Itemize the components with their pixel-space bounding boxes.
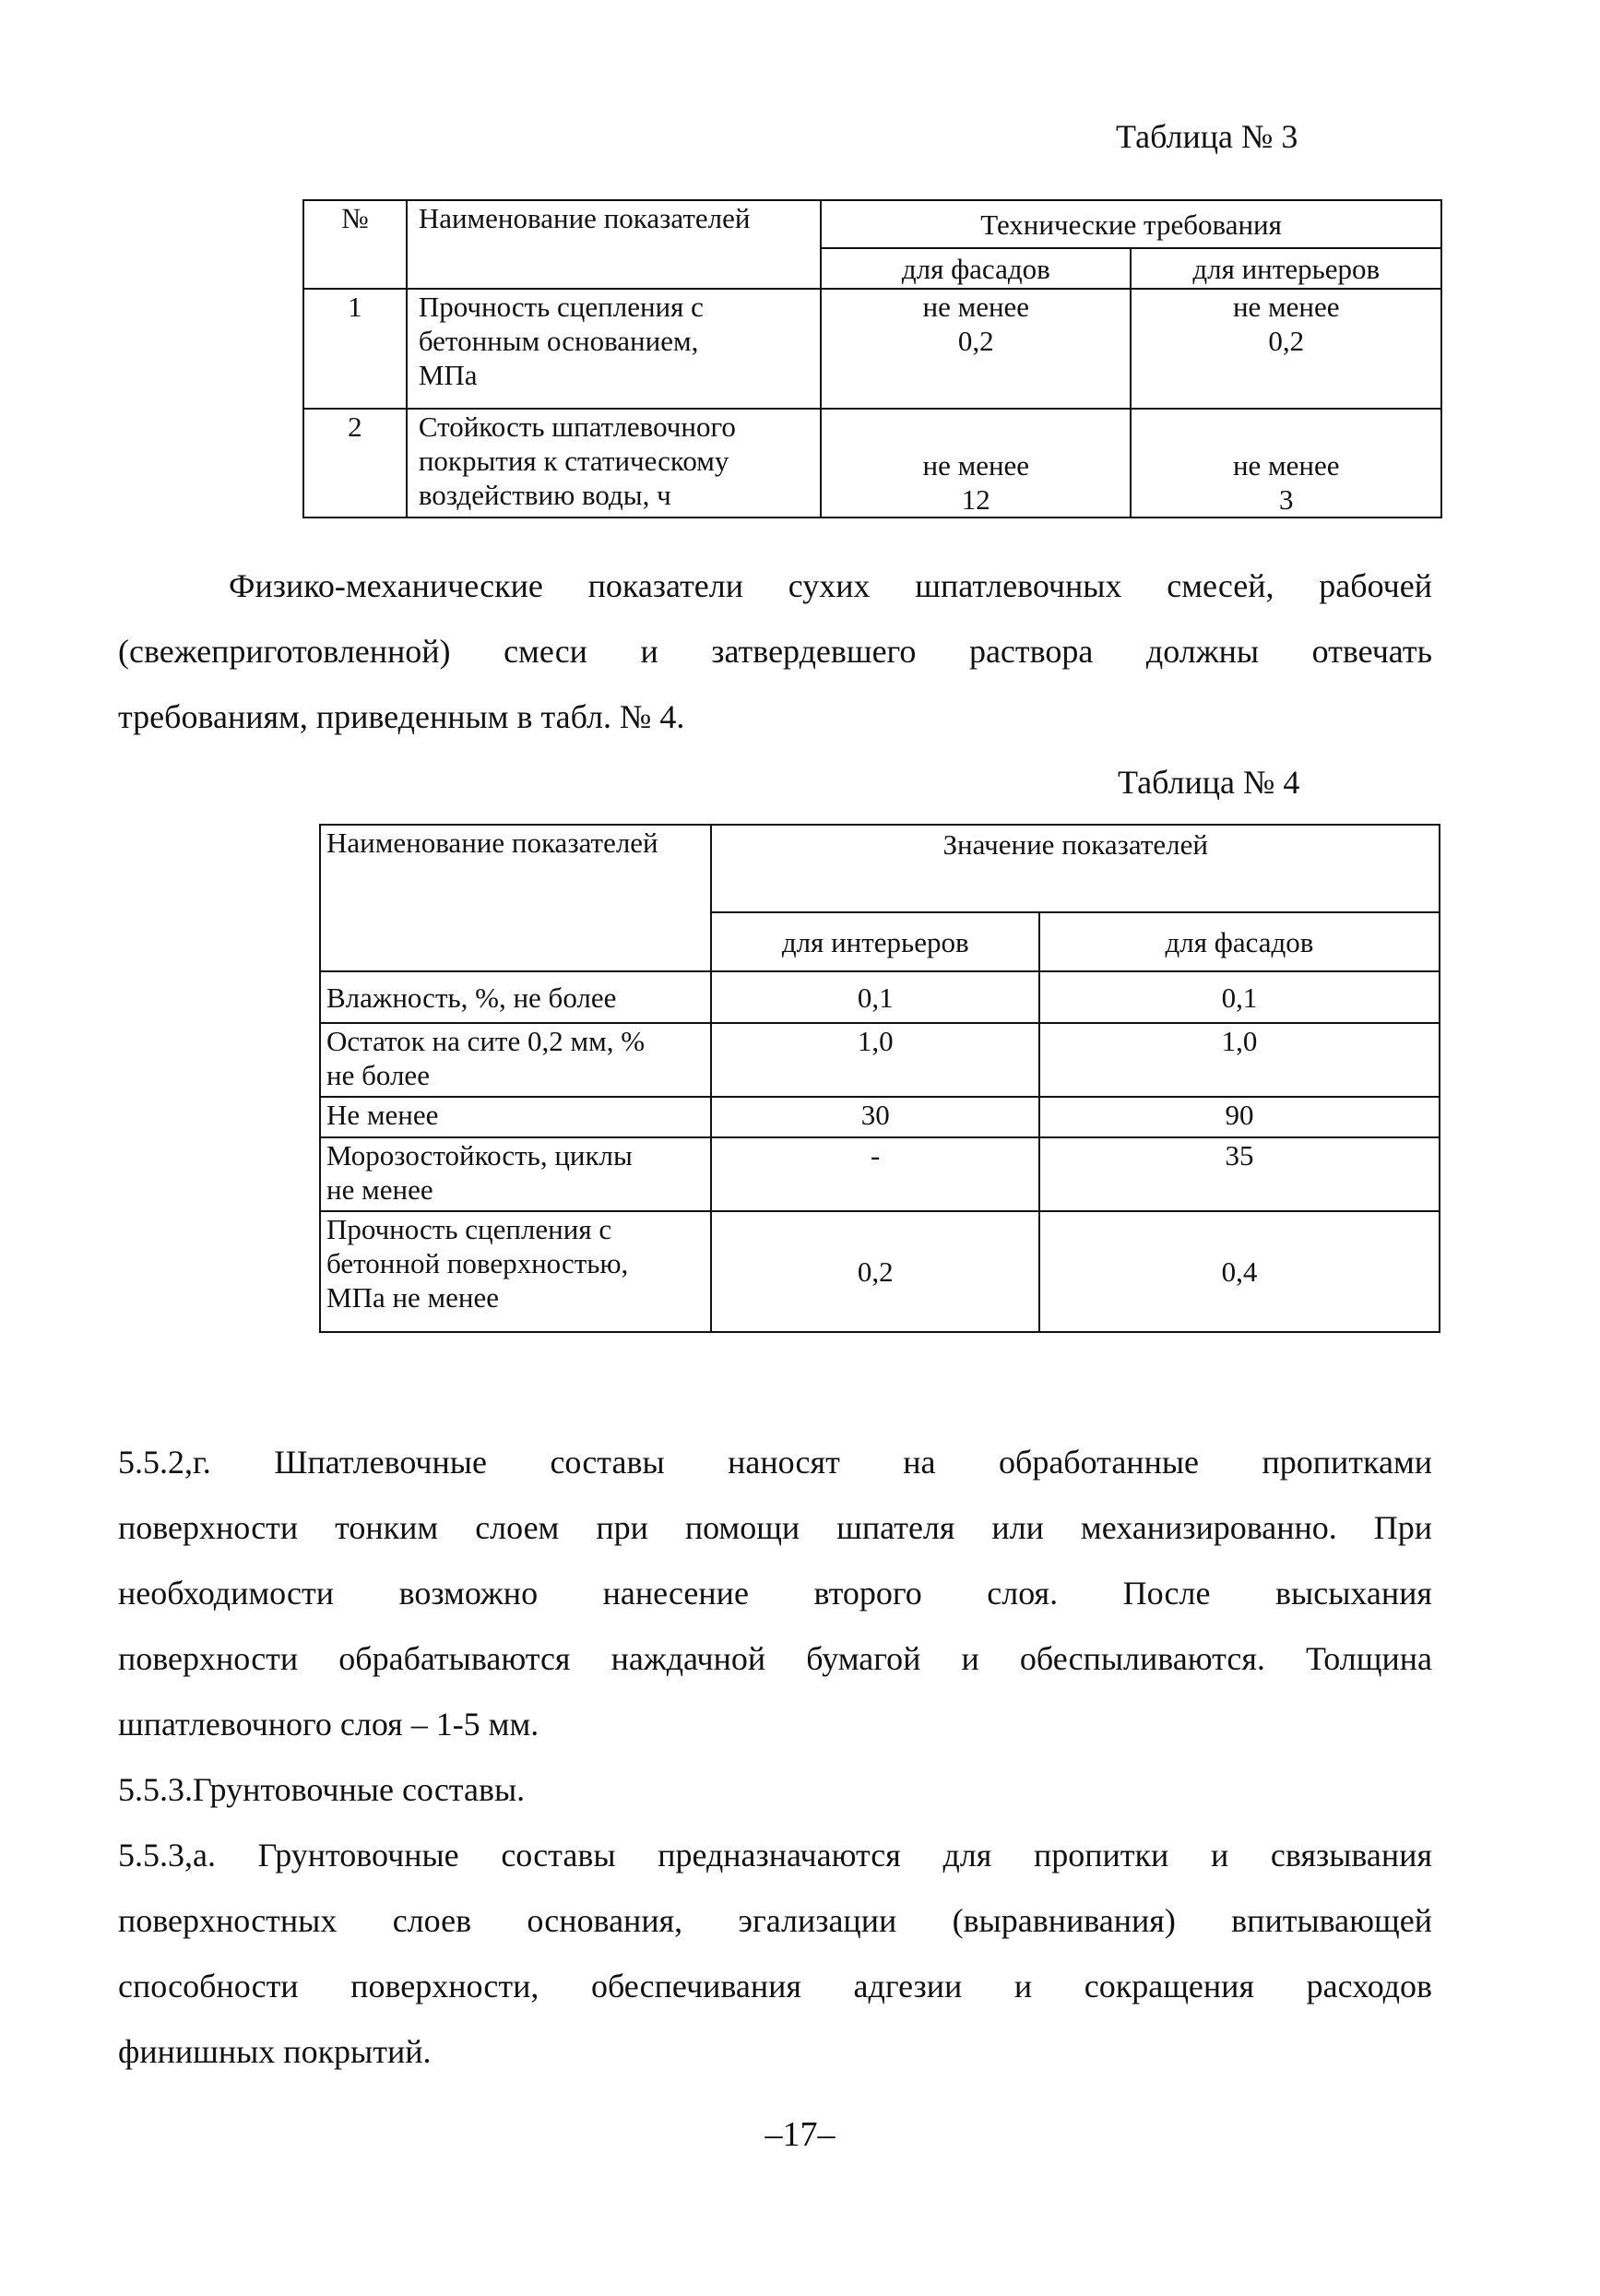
t3-cell-facades: не менее 0,2 — [821, 289, 1131, 409]
table-row — [320, 1023, 1440, 1097]
t4-header-name: Наименование показателей — [320, 825, 711, 971]
t4-cell-name: Остаток на сите 0,2 мм, % не более — [320, 1023, 711, 1097]
t3-cell-name: Прочность сцепления с бетонным основанием, МПа — [407, 289, 821, 409]
t3-header-num: № — [303, 200, 407, 289]
t3-header-tech: Технические требования — [821, 200, 1441, 248]
table3 — [302, 199, 1442, 518]
t4-header-value: Значение показателей — [711, 825, 1440, 912]
t4-cell-facades: 0,1 — [1039, 971, 1440, 1023]
table4 — [319, 824, 1440, 1333]
t4-cell-facades: 90 — [1039, 1097, 1440, 1137]
t4-cell-interiors: 0,2 — [711, 1211, 1038, 1332]
t3-header-facades: для фасадов — [821, 248, 1131, 289]
page-number: –17– — [764, 2115, 836, 2154]
section-5-5-2-g: 5.5.2,г. Шпатлевочные составы наносят на обработанные пропитками поверхности тонким слоем при помощи шпателя или механизированно. При необходимости возможно нанесение второго слоя. После высыхания поверхности обрабатываются наждачной бумагой и обеспыливаются. Толщина шпатлевочного слоя – 1-5 мм. — [118, 1444, 1432, 1743]
section-5-5-3-a: 5.5.3,а. Грунтовочные составы предназначаются для пропитки и связывания поверхностных слоев основания, эгализации (выравнивания) впитывающей способности поверхности, обеспечивания адгезии и сокращения расходов финишных покрытий. — [118, 1837, 1432, 2070]
table-row — [320, 1211, 1440, 1332]
t3-cell-num: 1 — [303, 289, 407, 409]
table4-caption: Таблица № 4 — [1118, 764, 1300, 801]
table-row — [303, 289, 1441, 409]
table-row — [303, 409, 1441, 517]
t4-cell-interiors: - — [711, 1137, 1038, 1211]
t4-cell-interiors: 0,1 — [711, 971, 1038, 1023]
t4-cell-name: Морозостойкость, циклы не менее — [320, 1137, 711, 1211]
t3-header-interiors: для интерьеров — [1131, 248, 1441, 289]
t4-cell-facades: 1,0 — [1039, 1023, 1440, 1097]
table-row — [320, 1097, 1440, 1137]
section-5-5-3-heading: 5.5.3.Грунтовочные составы. — [118, 1771, 526, 1808]
t4-cell-interiors: 30 — [711, 1097, 1038, 1137]
paragraph-physical-properties: Физико-механические показатели сухих шпатлевочных смесей, рабочей (свежеприготовленной) смеси и затвердевшего раствора должны отвечать требованиям, приведенным в табл. № 4. — [118, 567, 1432, 735]
t4-header-facades: для фасадов — [1039, 912, 1440, 971]
t3-cell-facades: не менее 12 — [821, 409, 1131, 517]
table3-caption: Таблица № 3 — [1116, 118, 1298, 155]
t4-cell-name: Влажность, %, не более — [320, 971, 711, 1023]
t3-header-name: Наименование показателей — [407, 200, 821, 289]
t3-cell-interiors: не менее 3 — [1131, 409, 1441, 517]
table-row — [320, 1137, 1440, 1211]
t4-cell-facades: 35 — [1039, 1137, 1440, 1211]
table-row — [320, 971, 1440, 1023]
t3-cell-name: Стойкость шпатлевочного покрытия к статическому воздействию воды, ч — [407, 409, 821, 517]
t3-cell-num: 2 — [303, 409, 407, 517]
t4-cell-name: Прочность сцепления с бетонной поверхностью, МПа не менее — [320, 1211, 711, 1332]
t3-cell-interiors: не менее 0,2 — [1131, 289, 1441, 409]
t4-cell-name: Не менее — [320, 1097, 711, 1137]
t4-cell-facades: 0,4 — [1039, 1211, 1440, 1332]
t4-header-interiors: для интерьеров — [711, 912, 1038, 971]
t4-cell-interiors: 1,0 — [711, 1023, 1038, 1097]
